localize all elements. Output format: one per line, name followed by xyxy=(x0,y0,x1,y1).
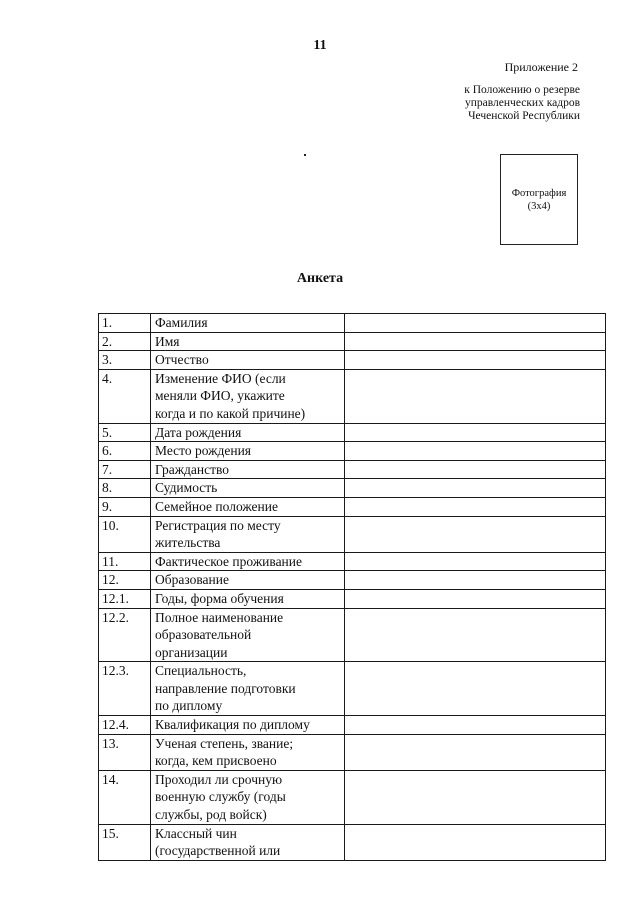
field-label-line: направление подготовки xyxy=(155,680,296,696)
table-row xyxy=(99,497,606,516)
questionnaire-table xyxy=(98,313,606,861)
answer-field[interactable] xyxy=(345,608,606,662)
questionnaire-body xyxy=(99,314,606,861)
row-number: 12.1. xyxy=(99,589,151,608)
answer-field[interactable] xyxy=(345,442,606,461)
field-label-line: образовательной xyxy=(155,627,252,643)
field-label-line: (государственной или xyxy=(155,843,281,859)
field-label-cell xyxy=(151,734,345,770)
regulation-reference xyxy=(464,84,580,123)
row-number: 15. xyxy=(99,824,151,860)
table-row xyxy=(99,734,606,770)
answer-field[interactable] xyxy=(345,479,606,498)
field-label-cell xyxy=(151,442,345,461)
table-row xyxy=(99,369,606,423)
answer-field[interactable] xyxy=(345,423,606,442)
table-row xyxy=(99,824,606,860)
row-number: 3. xyxy=(99,351,151,370)
field-label-line: Дата рождения xyxy=(155,424,242,440)
field-label-cell xyxy=(151,552,345,571)
answer-field[interactable] xyxy=(345,734,606,770)
answer-field[interactable] xyxy=(345,314,606,333)
field-label-cell xyxy=(151,351,345,370)
row-number: 12.4. xyxy=(99,716,151,735)
field-label-line: Гражданство xyxy=(155,461,230,477)
answer-field[interactable] xyxy=(345,332,606,351)
row-number: 12.3. xyxy=(99,662,151,716)
answer-field[interactable] xyxy=(345,770,606,824)
scan-dot-mark xyxy=(304,154,306,156)
appendix-label: Приложение 2 xyxy=(504,60,578,74)
table-row xyxy=(99,351,606,370)
field-label-line: службы, род войск) xyxy=(155,807,267,823)
field-label-line: когда, кем присвоено xyxy=(155,753,277,769)
photo-placeholder-box xyxy=(500,154,578,245)
row-number: 9. xyxy=(99,497,151,516)
field-label-line: когда и по какой причине) xyxy=(155,405,306,421)
regulation-line: к Положению о резерве xyxy=(464,84,580,96)
field-label-line: Семейное положение xyxy=(155,498,278,514)
field-label-cell xyxy=(151,770,345,824)
field-label-line: Отчество xyxy=(155,352,209,368)
table-row xyxy=(99,608,606,662)
table-row xyxy=(99,552,606,571)
field-label-cell xyxy=(151,369,345,423)
field-label-line: военную службу (годы xyxy=(155,789,286,805)
field-label-cell xyxy=(151,516,345,552)
regulation-line: управленческих кадров xyxy=(465,97,580,109)
field-label-line: по диплому xyxy=(155,698,223,714)
field-label-line: Место рождения xyxy=(155,443,252,459)
row-number: 6. xyxy=(99,442,151,461)
row-number: 8. xyxy=(99,479,151,498)
answer-field[interactable] xyxy=(345,369,606,423)
field-label-cell xyxy=(151,716,345,735)
regulation-line: Чеченской Республики xyxy=(468,110,580,122)
field-label-line: Ученая степень, звание; xyxy=(155,735,294,751)
field-label-line: меняли ФИО, укажите xyxy=(155,388,285,404)
field-label-line: Изменение ФИО (если xyxy=(155,370,286,386)
table-row xyxy=(99,770,606,824)
field-label-cell xyxy=(151,479,345,498)
field-label-cell xyxy=(151,589,345,608)
field-label-line: жительства xyxy=(155,535,221,551)
field-label-cell xyxy=(151,824,345,860)
field-label-cell xyxy=(151,497,345,516)
table-row xyxy=(99,516,606,552)
table-row xyxy=(99,423,606,442)
table-row xyxy=(99,314,606,333)
row-number: 12.2. xyxy=(99,608,151,662)
field-label-line: Образование xyxy=(155,572,229,588)
form-title: Анкета xyxy=(296,271,344,286)
answer-field[interactable] xyxy=(345,662,606,716)
row-number: 4. xyxy=(99,369,151,423)
photo-label: Фотография xyxy=(511,187,567,199)
answer-field[interactable] xyxy=(345,716,606,735)
field-label-line: Полное наименование xyxy=(155,609,284,625)
field-label-line: Судимость xyxy=(155,480,218,496)
field-label-line: Имя xyxy=(155,333,180,349)
row-number: 11. xyxy=(99,552,151,571)
table-row xyxy=(99,460,606,479)
field-label-cell xyxy=(151,460,345,479)
field-label-line: Годы, форма обучения xyxy=(155,590,284,606)
field-label-line: Классный чин xyxy=(155,825,237,841)
field-label-cell xyxy=(151,571,345,590)
answer-field[interactable] xyxy=(345,351,606,370)
table-row xyxy=(99,479,606,498)
row-number: 10. xyxy=(99,516,151,552)
table-row xyxy=(99,589,606,608)
table-row xyxy=(99,662,606,716)
field-label-line: Квалификация по диплому xyxy=(155,717,310,733)
page-number: 11 xyxy=(313,38,327,53)
field-label-line: Регистрация по месту xyxy=(155,517,281,533)
field-label-line: организации xyxy=(155,644,228,660)
field-label-cell xyxy=(151,608,345,662)
field-label-cell xyxy=(151,662,345,716)
answer-field[interactable] xyxy=(345,824,606,860)
table-row xyxy=(99,442,606,461)
answer-field[interactable] xyxy=(345,552,606,571)
field-label-line: Проходил ли срочную xyxy=(155,771,283,787)
field-label-cell xyxy=(151,423,345,442)
field-label-cell xyxy=(151,314,345,333)
table-row xyxy=(99,716,606,735)
table-row xyxy=(99,332,606,351)
field-label-cell xyxy=(151,332,345,351)
answer-field[interactable] xyxy=(345,589,606,608)
row-number: 5. xyxy=(99,423,151,442)
row-number: 2. xyxy=(99,332,151,351)
row-number: 13. xyxy=(99,734,151,770)
row-number: 14. xyxy=(99,770,151,824)
photo-size-label: (3х4) xyxy=(527,200,551,212)
answer-field[interactable] xyxy=(345,516,606,552)
field-label-line: Специальность, xyxy=(155,663,247,679)
answer-field[interactable] xyxy=(345,497,606,516)
answer-field[interactable] xyxy=(345,571,606,590)
field-label-line: Фактическое проживание xyxy=(155,553,302,569)
field-label-line: Фамилия xyxy=(155,315,208,330)
row-number: 7. xyxy=(99,460,151,479)
answer-field[interactable] xyxy=(345,460,606,479)
table-row xyxy=(99,571,606,590)
row-number: 12. xyxy=(99,571,151,590)
row-number: 1. xyxy=(99,314,151,333)
